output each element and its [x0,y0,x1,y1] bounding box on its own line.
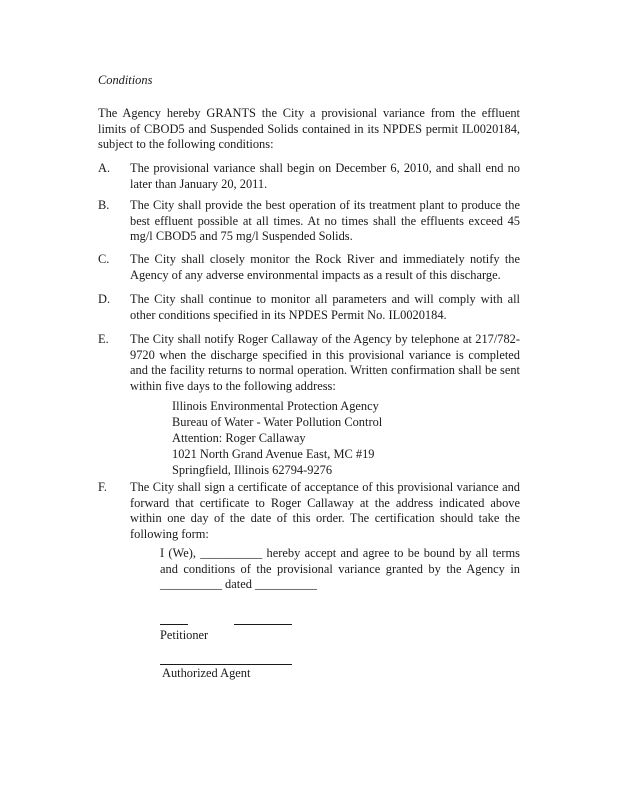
petitioner-label: Petitioner [160,628,209,642]
condition-b-text: The City shall provide the best operation of its treatment plant to produce the best effluent possible at all times. At no times shall the effluents exceed 45 mg/l CBOD5 and 75 mg/l Suspended Solids. [130,198,520,244]
condition-c-label: C. [98,252,110,266]
condition-b-label: B. [98,198,110,212]
address-line: Illinois Environmental Protection Agency [172,399,379,413]
petitioner-signature-line [160,624,188,625]
condition-d-text: The City shall continue to monitor all parameters and will comply with all other conditions specified in its NPDES Permit No. IL0020184. [130,292,520,322]
condition-f-text: The City shall sign a certificate of acceptance of this provisional variance and forward that certificate to Roger Callaway at the address indicated above within one day of the date of this order. The certification should take the following form: [130,480,520,541]
intro-paragraph: The Agency hereby GRANTS the City a provisional variance from the effluent limits of CBOD5 and Suspended Solids contained in its NPDES permit IL0020184, subject to the following conditions: [98,106,520,152]
address-block [172,398,382,478]
certificate-text: I (We), __________ hereby accept and agree to be bound by all terms and conditions of the provisional variance granted by the Agency in __________ dated __________ [160,546,520,592]
condition-e-label: E. [98,332,109,346]
condition-d-label: D. [98,292,111,306]
condition-c-text: The City shall closely monitor the Rock River and immediately notify the Agency of any adverse environmental impacts as a result of this discharge. [130,252,520,282]
conditions-heading: Conditions [98,73,153,87]
address-line: Springfield, Illinois 62794-9276 [172,463,333,477]
petitioner-signature-line-2 [234,624,292,625]
address-line: Attention: Roger Callaway [172,431,306,445]
condition-a-label: A. [98,161,111,175]
address-line: Bureau of Water - Water Pollution Control [172,415,383,429]
authorized-agent-label: Authorized Agent [162,666,251,680]
condition-a-text: The provisional variance shall begin on December 6, 2010, and shall end no later than January 20, 2011. [130,161,520,191]
condition-f-label: F. [98,480,107,494]
condition-e-text: The City shall notify Roger Callaway of the Agency by telephone at 217/782-9720 when the discharge specified in this provisional variance is completed and the facility returns to normal operation. Written confirmation shall be sent within five days to the following address: [130,332,520,393]
agent-signature-line [160,664,292,665]
address-line: 1021 North Grand Avenue East, MC #19 [172,447,375,461]
